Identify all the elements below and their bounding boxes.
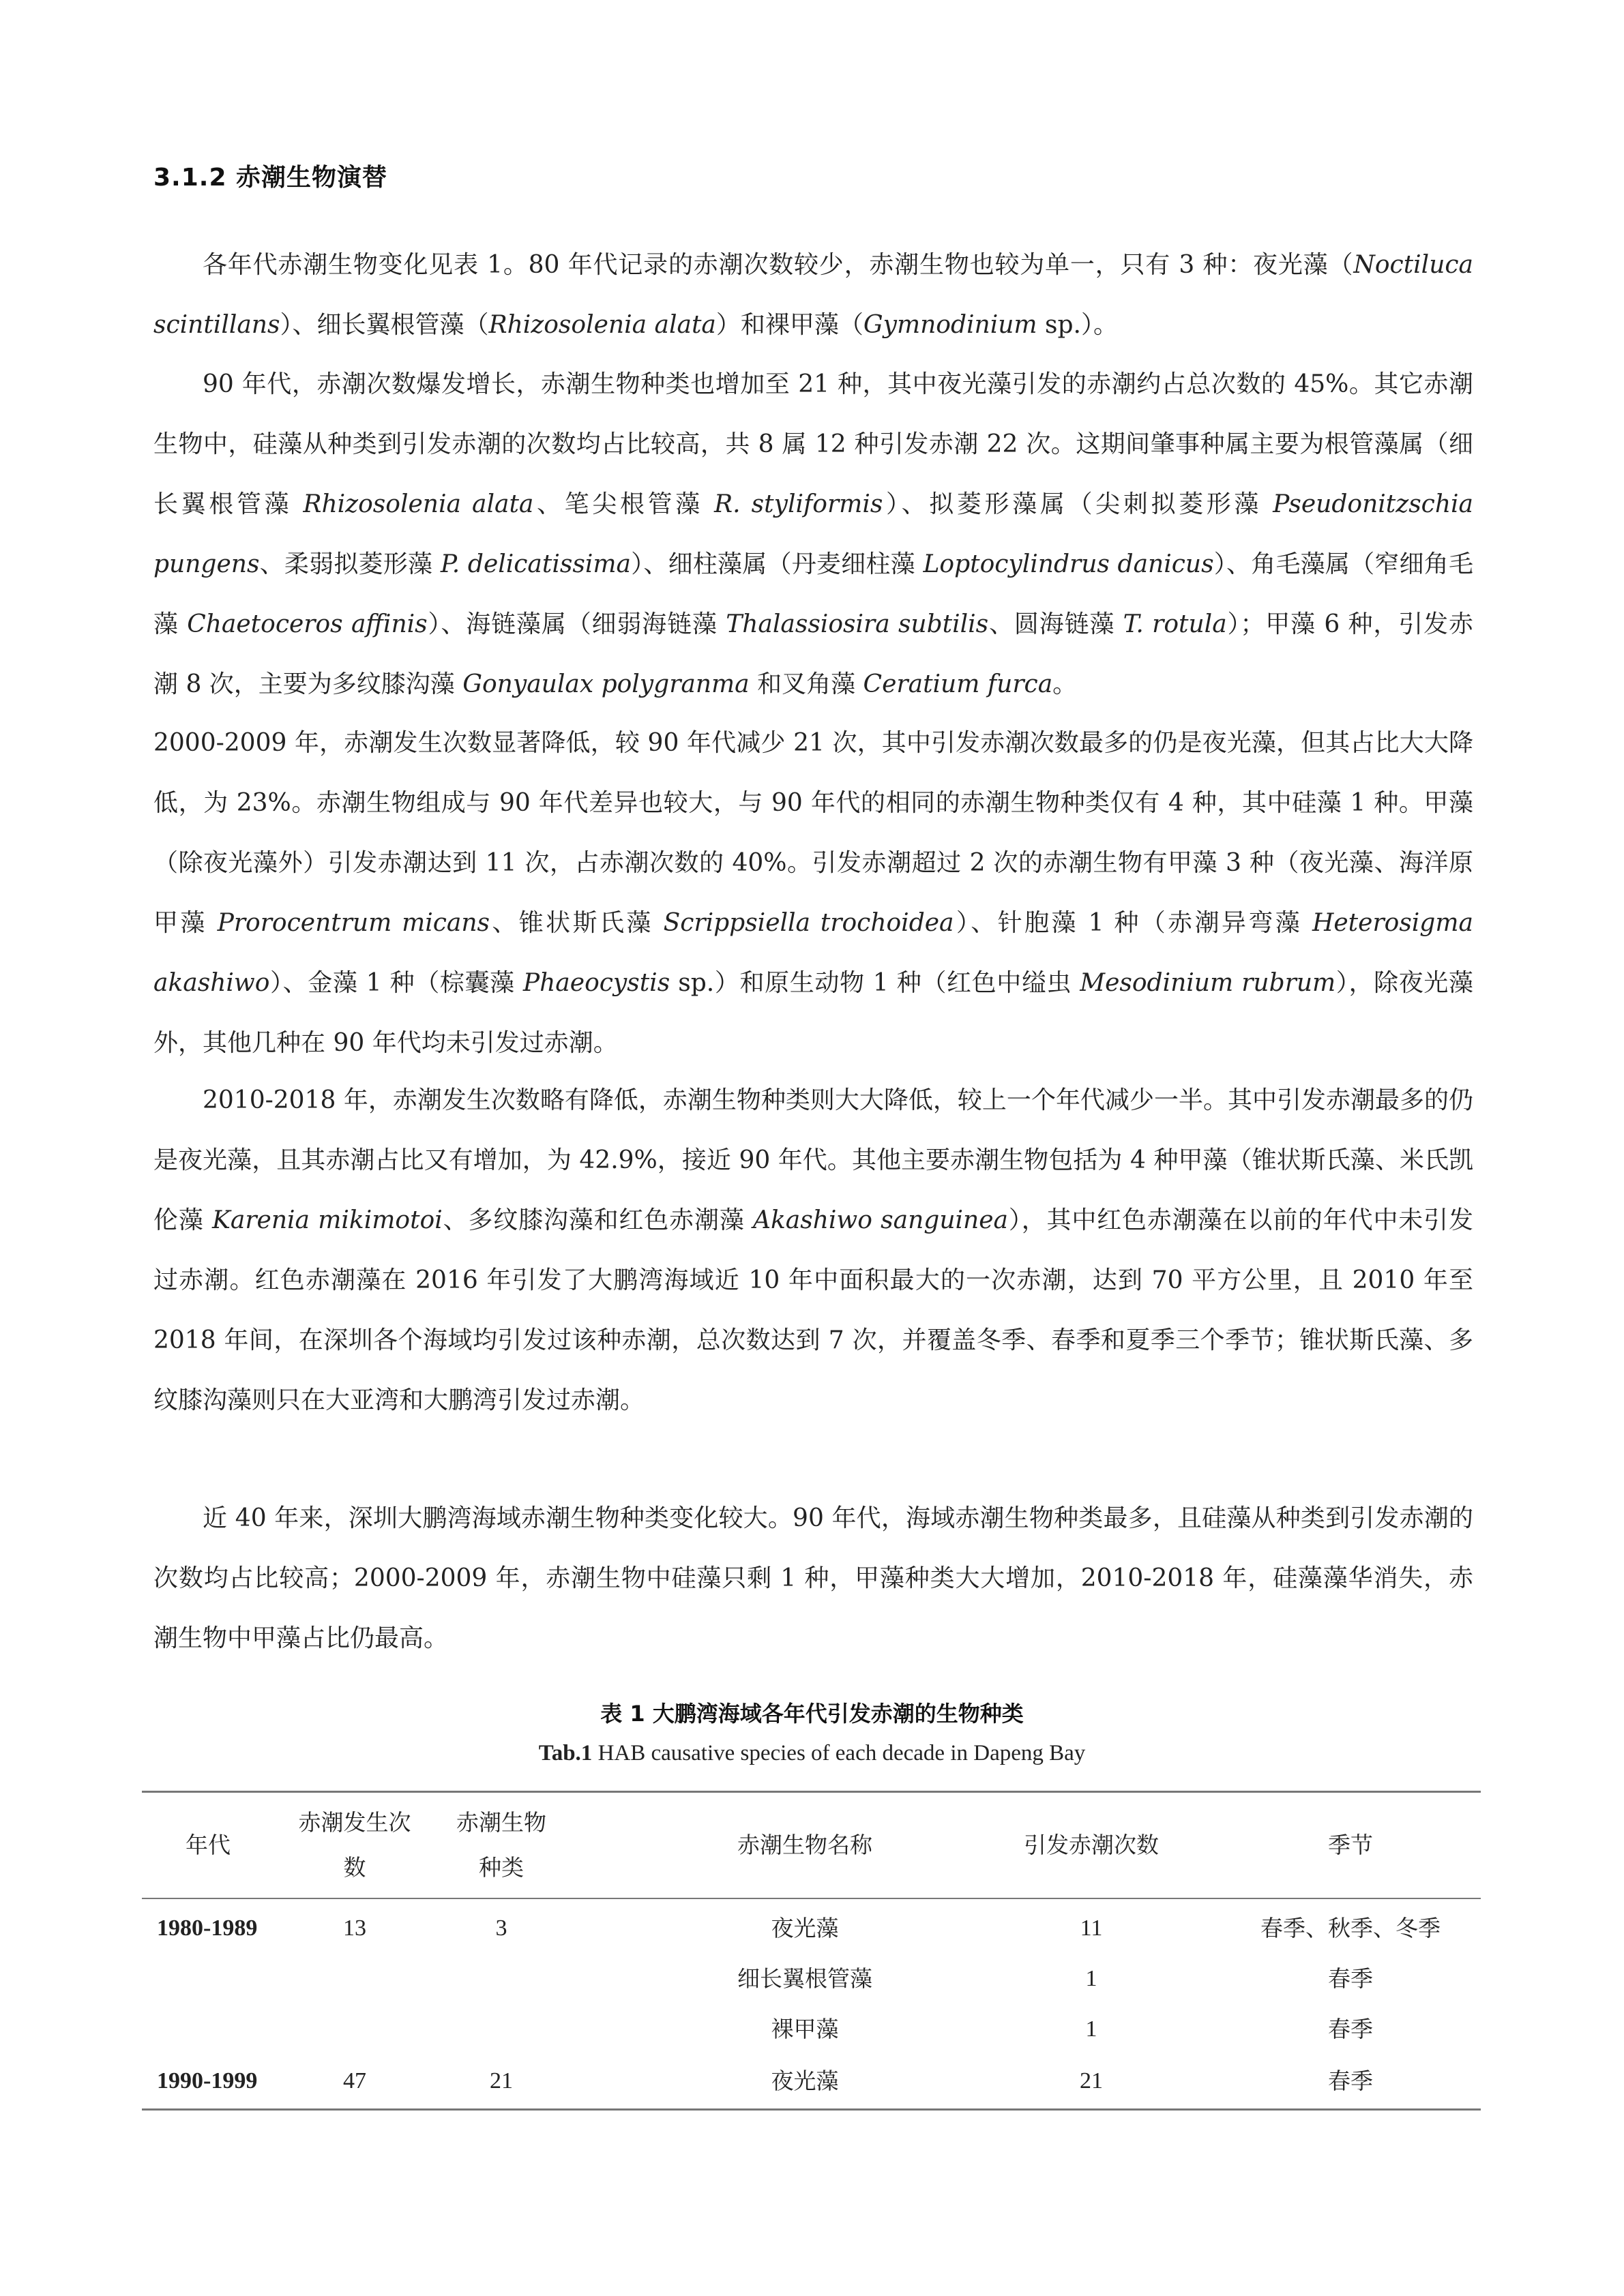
header-season: 季节 <box>1328 1832 1373 1858</box>
row2-events: 1 <box>1085 1966 1097 1991</box>
row1-events: 11 <box>1080 1915 1103 1941</box>
paragraph-text: ）；甲藻 6 种，引发赤潮 8 次，主要为多纹膝沟藻 <box>153 610 1473 698</box>
header-count-line2: 数 <box>343 1854 366 1881</box>
row2-name: 细长翼根管藻 <box>737 1965 872 1992</box>
species-name-italic: Rhizosolenia alata <box>303 490 534 518</box>
header-species-name: 赤潮生物名称 <box>737 1832 872 1858</box>
species-name-italic: Thalassiosira subtilis <box>726 610 989 638</box>
paragraph-text: 、锥状斯氏藻 <box>490 909 664 937</box>
paragraph-3 <box>153 713 1473 1073</box>
table-top-rule <box>142 1791 1481 1793</box>
species-name-italic: Scrippsiella trochoidea <box>663 909 954 937</box>
paragraph-text: ）、海链藻属（细弱海链藻 <box>427 610 726 638</box>
header-decade: 年代 <box>186 1832 231 1858</box>
paragraph-5 <box>153 1489 1473 1669</box>
paragraph-text: sp.）和原生动物 1 种（红色中缢虫 <box>670 969 1080 997</box>
species-name-italic: Ceratium furca <box>863 670 1053 698</box>
paragraph-text: 2010-2018 年，赤潮发生次数略有降低，赤潮生物种类则大大降低，较上一个年代减少一半。其中引发赤潮最多的仍是夜光藻，且其赤潮占比又有增加，为 42.9%，接近 90 年代。其他主要赤潮生物包括为 4 种甲藻（锥状斯氏藻、米氏凯伦藻 <box>153 1086 1473 1234</box>
species-name-italic: P. delicatissima <box>440 550 631 578</box>
species-name-italic: Mesodinium rubrum <box>1080 969 1336 997</box>
header-species-line1: 赤潮生物 <box>456 1809 546 1836</box>
row3-events: 1 <box>1085 2016 1097 2042</box>
species-name-italic: Prorocentrum micans <box>217 909 490 937</box>
species-name-italic: Chaetoceros affinis <box>187 610 428 638</box>
species-name-italic: R. styliformis <box>714 490 883 518</box>
row1-decade: 1980-1989 <box>157 1915 258 1941</box>
row4-events: 21 <box>1080 2068 1103 2093</box>
row4-decade: 1990-1999 <box>157 2068 258 2093</box>
paragraph-text: 、多纹膝沟藻和红色赤潮藻 <box>442 1206 753 1234</box>
paragraph-text: ），其中红色赤潮藻在以前的年代中未引发过赤潮。红色赤潮藻在 2016 年引发了大鹏湾海域近 10 年中面积最大的一次赤潮，达到 70 平方公里，且 2010 年至 2018 年间，在深圳各个海域均引发过该种赤潮，总次数达到 7 次，并覆盖冬季、春季和夏季三个季节；锥状斯氏藻、多纹膝沟藻则只在大亚湾和大鹏湾引发过赤潮。 <box>153 1206 1473 1414</box>
table-bottom-rule <box>142 2108 1481 2111</box>
species-name-italic: T. rotula <box>1123 610 1227 638</box>
header-count-line1: 赤潮发生次 <box>298 1809 411 1836</box>
table-header-rule <box>142 1898 1481 1899</box>
paragraph-text: 。 <box>1052 670 1078 698</box>
header-species-line2: 种类 <box>479 1854 524 1881</box>
paragraph-text: ），除夜光藻外，其他几种在 90 年代均未引发过赤潮。 <box>153 969 1473 1057</box>
paragraph-text: 、笔尖根管藻 <box>533 490 715 518</box>
table-caption-en <box>0 1741 1624 1766</box>
species-name-italic: Akashiwo sanguinea <box>752 1206 1008 1234</box>
paragraph-text: ）、细柱藻属（丹麦细柱藻 <box>630 550 924 578</box>
table-caption-cn: 表 1 大鹏湾海域各年代引发赤潮的生物种类 <box>600 1701 1024 1727</box>
row4-season: 春季 <box>1328 2068 1373 2094</box>
row1-name: 夜光藻 <box>771 1915 839 1941</box>
species-name-italic: Karenia mikimotoi <box>211 1206 443 1234</box>
paragraph-text: sp.）。 <box>1037 311 1118 339</box>
row1-count: 13 <box>343 1915 366 1941</box>
paragraph-text: 和叉角藻 <box>749 670 863 698</box>
paragraph-text: ）、角毛藻属（窄细角毛藻 <box>153 550 1473 638</box>
species-name-italic: Heterosigma akashiwo <box>153 909 1473 997</box>
row2-season: 春季 <box>1328 1965 1373 1992</box>
row4-species: 21 <box>490 2068 513 2093</box>
section-heading: 3.1.2 赤潮生物演替 <box>153 164 388 192</box>
species-name-italic: Phaeocystis <box>522 969 670 997</box>
paragraph-text: ）和裸甲藻（ <box>715 311 863 339</box>
table-caption-en-text: HAB causative species of each decade in Dapeng Bay <box>592 1741 1086 1765</box>
row4-count: 47 <box>343 2068 366 2093</box>
species-name-italic: Loptocylindrus danicus <box>923 550 1214 578</box>
paragraph-text: 近 40 年来，深圳大鹏湾海域赤潮生物种类变化较大。90 年代，海域赤潮生物种类最多，且硅藻从种类到引发赤潮的次数均占比较高；2000-2009 年，赤潮生物中硅藻只剩 1 种，甲藻种类大大增加，2010-2018 年，硅藻藻华消失，赤潮生物中甲藻占比仍最高。 <box>153 1504 1473 1652</box>
paragraph-text: 、圆海链藻 <box>988 610 1123 638</box>
paragraph-text: ）、金藻 1 种（棕囊藻 <box>269 969 523 997</box>
species-name-italic: Rhizosolenia alata <box>488 311 716 339</box>
species-name-italic: Noctiluca scintillans <box>153 251 1473 339</box>
row4-name: 夜光藻 <box>771 2068 839 2094</box>
paragraph-text: 2000-2009 年，赤潮发生次数显著降低，较 90 年代减少 21 次，其中引发赤潮次数最多的仍是夜光藻，但其占比大大降低，为 23%。赤潮生物组成与 90 年代差异也较大，与 90 年代的相同的赤潮生物种类仅有 4 种，其中硅藻 1 种。甲藻（除夜光藻外）引发赤潮达到 11 次，占赤潮次数的 40%。引发赤潮超过 2 次的赤潮生物有甲藻 3 种（夜光藻、海洋原甲藻 <box>153 729 1473 937</box>
row1-species: 3 <box>495 1915 507 1941</box>
paragraph-text: 、柔弱拟菱形藻 <box>259 550 441 578</box>
species-name-italic: Gymnodinium <box>863 311 1037 339</box>
paragraph-4 <box>153 1071 1473 1431</box>
species-name-italic: Pseudonitzschia pungens <box>153 490 1473 578</box>
row3-season: 春季 <box>1328 2016 1373 2042</box>
paragraph-text: 各年代赤潮生物变化见表 1。80 年代记录的赤潮次数较少，赤潮生物也较为单一，只有 3 种：夜光藻（ <box>203 251 1354 279</box>
row1-season: 春季、秋季、冬季 <box>1260 1915 1441 1941</box>
paragraph-text: ）、拟菱形藻属（尖刺拟菱形藻 <box>883 490 1273 518</box>
paragraph-2 <box>153 355 1473 715</box>
header-event-count: 引发赤潮次数 <box>1024 1832 1159 1858</box>
paragraph-text: ）、针胞藻 1 种（赤潮异弯藻 <box>954 909 1312 937</box>
row3-name: 裸甲藻 <box>771 2016 839 2042</box>
species-name-italic: Gonyaulax polygranma <box>462 670 750 698</box>
table-caption-en-label: Tab.1 <box>538 1741 593 1765</box>
paragraph-text: ）、细长翼根管藻（ <box>280 311 489 339</box>
paragraph-text: 90 年代，赤潮次数爆发增长，赤潮生物种类也增加至 21 种，其中夜光藻引发的赤潮约占总次数的 45%。其它赤潮生物中，硅藻从种类到引发赤潮的次数均占比较高，共 8 属 12 种引发赤潮 22 次。这期间肇事种属主要为根管藻属（细长翼根管藻 <box>153 370 1473 518</box>
paragraph-1 <box>153 235 1473 355</box>
